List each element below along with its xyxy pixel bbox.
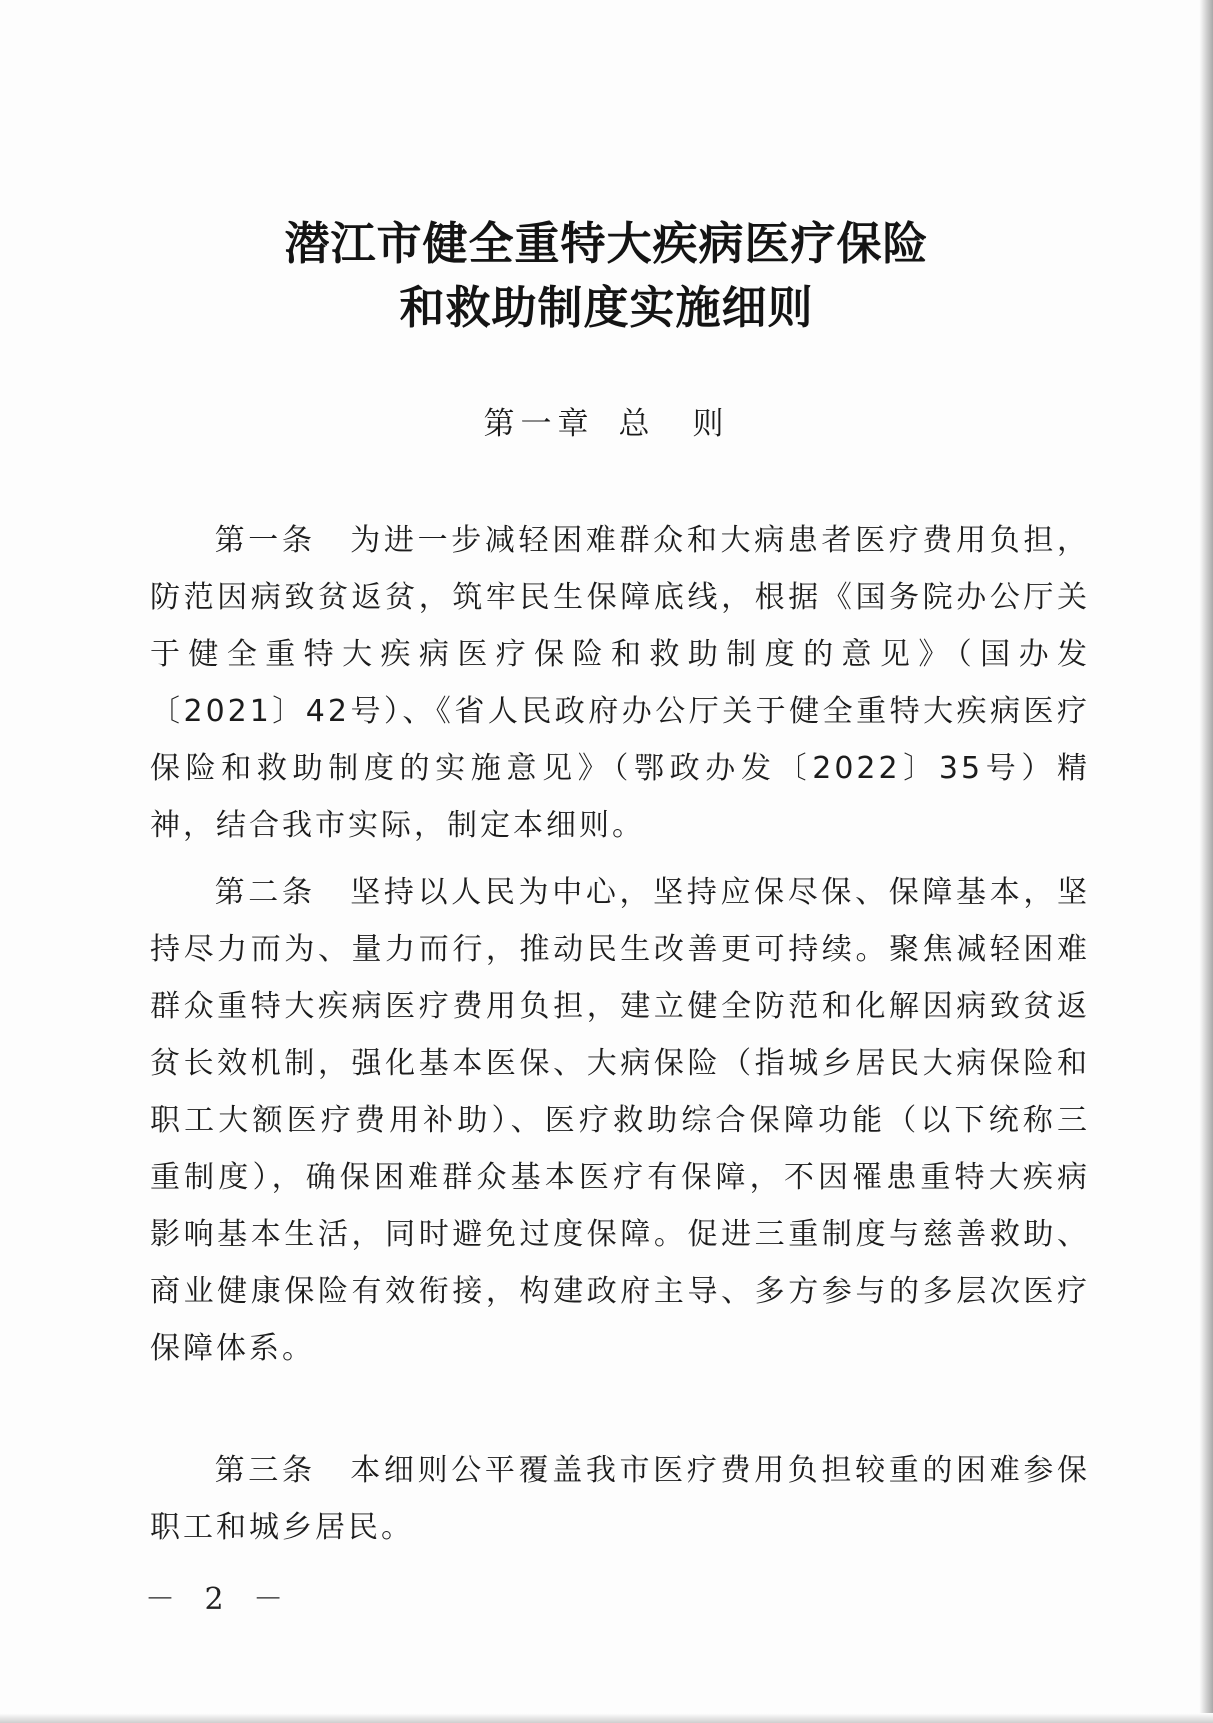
scan-right-edge	[1199, 0, 1213, 1723]
page-number: － 2 －	[145, 1582, 294, 1617]
chapter-heading	[0, 402, 1213, 446]
scan-bottom-edge	[0, 1713, 1213, 1723]
article-3-text: 本细则公平覆盖我市医疗费用负担较重的困难参保职工和城乡居民。	[150, 1453, 1091, 1545]
article-1-text: 为进一步减轻困难群众和大病患者医疗费用负担，防范因病致贫返贫，筑牢民生保障底线，根据《国务院办公厅关于健全重特大疾病医疗保险和救助制度的意见》（国办发〔2021〕42号）、《省人民政府办公厅关于健全重特大疾病医疗保险和救助制度的实施意见》（鄂政办发〔2022〕35号）精神，结合我市实际，制定本细则。	[150, 523, 1091, 843]
article-2-text: 坚持以人民为中心，坚持应保尽保、保障基本，坚持尽力而为、量力而行，推动民生改善更可持续。聚焦减轻困难群众重特大疾病医疗费用负担，建立健全防范和化解因病致贫返贫长效机制，强化基本医保、大病保险（指城乡居民大病保险和职工大额医疗费用补助）、医疗救助综合保障功能（以下统称三重制度），确保困难群众基本医疗有保障，不因罹患重特大疾病影响基本生活，同时避免过度保障。促进三重制度与慈善救助、商业健康保险有效衔接，构建政府主导、多方参与的多层次医疗保障体系。	[150, 875, 1091, 1366]
article-3-label: 第三条	[214, 1453, 316, 1488]
chapter-title: 总 则	[618, 406, 730, 442]
article-1-label: 第一条	[214, 523, 316, 558]
article-2	[150, 864, 1090, 1377]
chapter-label: 第一章	[483, 406, 595, 442]
document-title	[0, 212, 1213, 340]
title-line-1: 潜江市健全重特大疾病医疗保险	[284, 217, 929, 270]
article-1	[150, 512, 1090, 854]
title-line-2: 和救助制度实施细则	[399, 281, 814, 334]
article-3	[150, 1442, 1090, 1556]
article-2-label: 第二条	[214, 875, 316, 910]
